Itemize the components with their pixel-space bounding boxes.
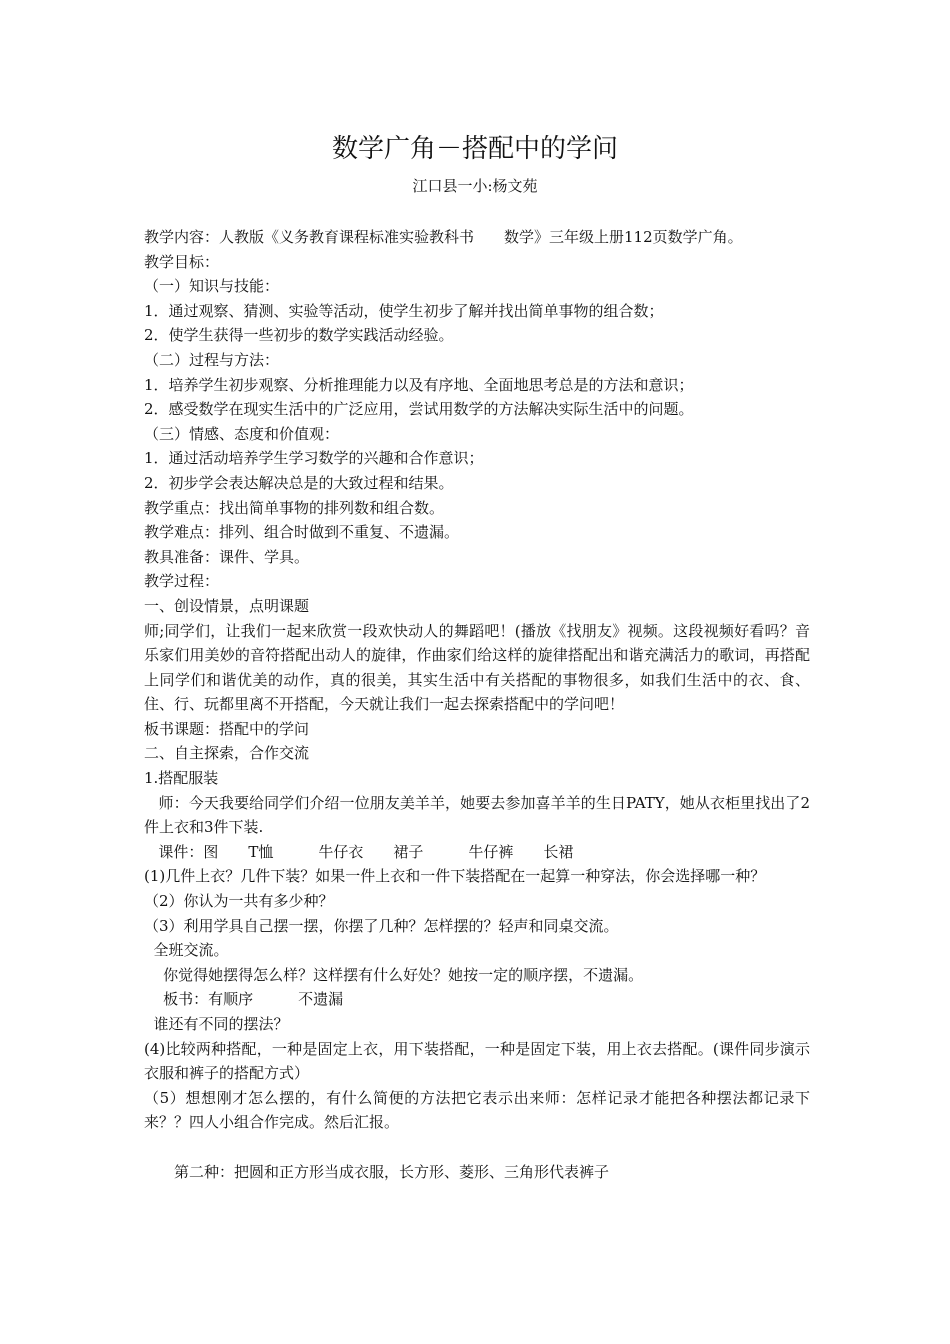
paragraph: （2）你认为一共有多少种？ [144, 892, 334, 911]
paragraph: （5）想想刚才怎么摆的，有什么简便的方法把它表示出来师：怎样记录才能把各种摆法都记录下来？？四人小组合作完成。然后汇报。 [144, 1088, 810, 1132]
paragraph: 师：今天我要给同学们介绍一位朋友美羊羊，她要去参加喜羊羊的生日PATY，她从衣柜里找出了2件上衣和3件下装. [144, 793, 810, 837]
paragraph: 1.搭配服装 [144, 769, 219, 788]
paragraph: 板书：有顺序 不遗漏 [144, 990, 344, 1009]
paragraph: 板书课题：搭配中的学问 [144, 719, 310, 738]
paragraph: (4)比较两种搭配，一种是固定上衣，用下装搭配，一种是固定下装，用上衣去搭配。(课件同步演示衣服和裤子的搭配方式） [144, 1039, 810, 1083]
paragraph: 教具准备：课件、学具。 [144, 547, 310, 566]
paragraph: (1)几件上衣？几件下装？如果一件上衣和一件下装搭配在一起算一种穿法，你会选择哪一种？ [144, 867, 766, 886]
paragraph: 2．感受数学在现实生活中的广泛应用，尝试用数学的方法解决实际生活中的问题。 [144, 400, 694, 419]
paragraph: 全班交流。 [144, 941, 229, 960]
paragraph: 谁还有不同的摆法？ [144, 1015, 289, 1033]
paragraph: 教学重点：找出简单事物的排列数和组合数。 [144, 498, 445, 517]
paragraph: 2．初步学会表达解决总是的大致过程和结果。 [144, 473, 454, 492]
paragraph: 1．通过活动培养学生学习数学的兴趣和合作意识； [144, 449, 484, 468]
document-title: 数学广角－搭配中的学问 [331, 134, 618, 164]
paragraph: 教学过程： [144, 572, 220, 591]
paragraph: 你觉得她摆得怎么样？这样摆有什么好处？她按一定的顺序摆，不遗漏。 [144, 965, 644, 984]
paragraph: （一）知识与技能： [144, 277, 280, 296]
paragraph: 教学内容：人教版《义务教育课程标准实验教科书 数学》三年级上册112页数学广角。 [144, 228, 743, 246]
paragraph: 师;同学们，让我们一起来欣赏一段欢快动人的舞蹈吧！(播放《找朋友》视频。这段视频好看吗？音乐家们用美妙的音符搭配出动人的旋律，作曲家们给这样的旋律搭配出和谐充满活力的歌词，再搭配上同学们和谐优美的动作，真的很美，其实生活中有关搭配的事物很多，如我们生活中的衣、食、住、行、玩都里离不开搭配，今天就让我们一起去探索搭配中的学问吧！ [144, 621, 810, 714]
paragraph: 一、创设情景，点明课题 [144, 596, 310, 615]
paragraph: 第二种：把圆和正方形当成衣服，长方形、菱形、三角形代表裤子 [144, 1162, 610, 1181]
document-body [144, 225, 810, 1184]
paragraph: 1．通过观察、猜测、实验等活动，使学生初步了解并找出简单事物的组合数； [144, 301, 664, 320]
paragraph: （二）过程与方法： [144, 350, 280, 369]
paragraph: 课件：图 T恤 牛仔衣 裙子 牛仔裤 长裙 [144, 842, 574, 861]
paragraph: （三）情感、态度和价值观： [144, 424, 340, 443]
paragraph: 教学难点：排列、组合时做到不重复、不遗漏。 [144, 523, 460, 542]
paragraph [144, 1135, 810, 1160]
document-author: 江口县一小:杨文苑 [412, 177, 538, 195]
paragraph: 二、自主探索，合作交流 [144, 744, 310, 763]
paragraph: 1．培养学生初步观察、分析推理能力以及有序地、全面地思考总是的方法和意识； [144, 375, 694, 394]
paragraph: （3）利用学具自己摆一摆，你摆了几种？怎样摆的？轻声和同桌交流。 [144, 916, 619, 935]
paragraph: 教学目标： [144, 252, 220, 271]
paragraph: 2．使学生获得一些初步的数学实践活动经验。 [144, 326, 454, 345]
